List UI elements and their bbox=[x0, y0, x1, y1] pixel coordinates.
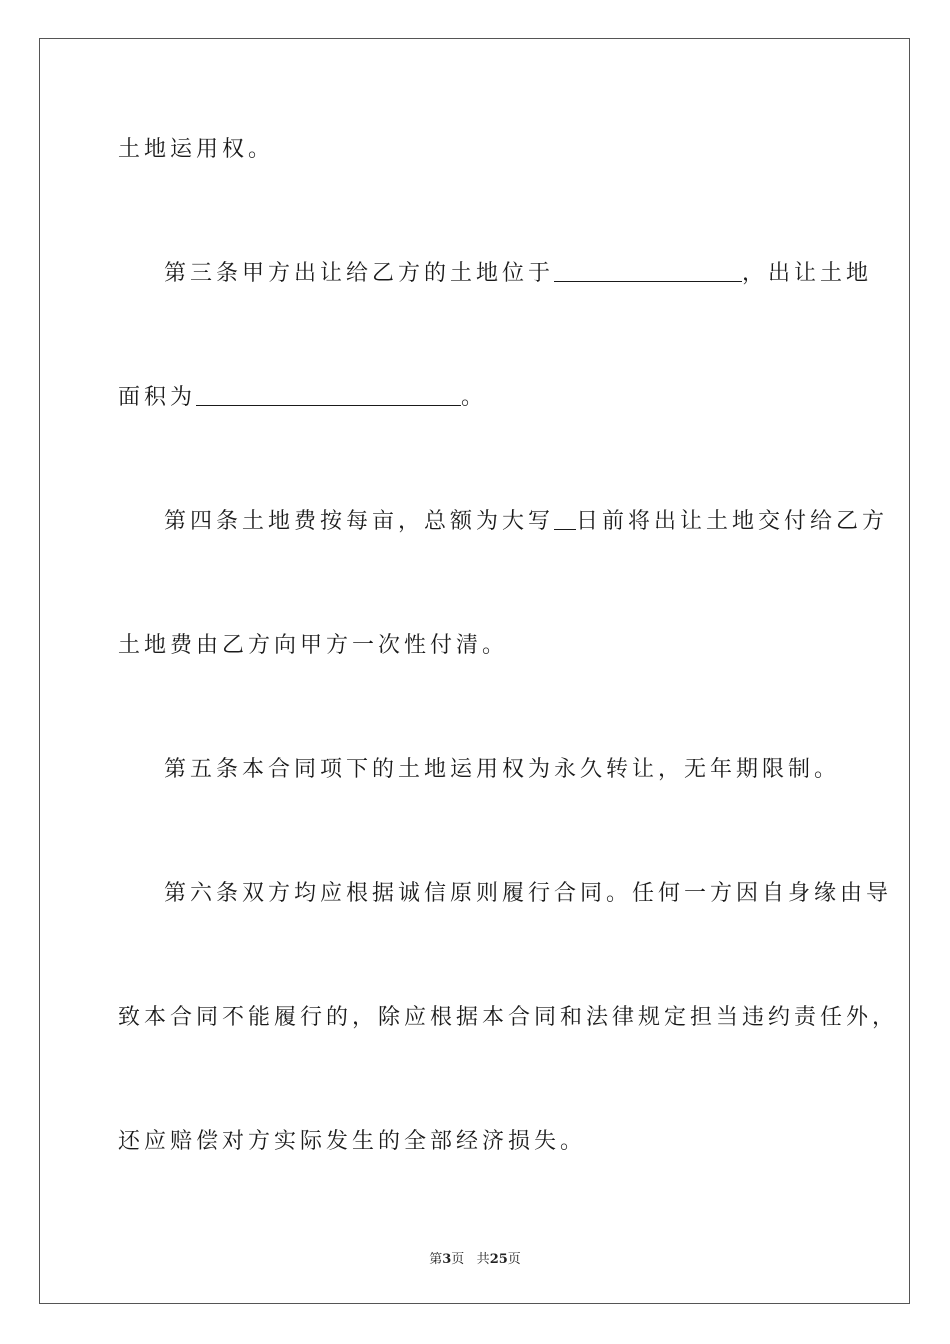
text-span: 日前将出让土地交付给乙方 bbox=[576, 509, 889, 534]
page-label-suffix: 页 bbox=[451, 1252, 465, 1267]
text-span: 第六条双方均应根据诚信原则履行合同。任何一方因自身缘由导 bbox=[164, 881, 893, 906]
text-line bbox=[118, 135, 838, 165]
total-pages: 25 bbox=[489, 1252, 508, 1267]
page-frame bbox=[39, 38, 910, 1304]
text-span: ，出让土地 bbox=[742, 261, 873, 286]
text-span: 。 bbox=[461, 385, 488, 410]
total-label-prefix: 共 bbox=[476, 1252, 490, 1267]
page-footer bbox=[0, 1248, 950, 1267]
text-span: 面积为 bbox=[118, 385, 197, 410]
text-line bbox=[118, 631, 838, 661]
text-span: 第三条甲方出让给乙方的土地位于 bbox=[164, 261, 555, 286]
fill-in-blank bbox=[554, 507, 576, 530]
text-span: 还应赔偿对方实际发生的全部经济损失。 bbox=[118, 1129, 587, 1154]
article-4-line bbox=[164, 507, 889, 537]
fill-in-blank bbox=[196, 383, 461, 406]
article-6-line bbox=[164, 879, 893, 909]
article-5-line bbox=[164, 755, 884, 785]
fill-in-blank bbox=[554, 259, 742, 282]
page-label-prefix: 第 bbox=[429, 1252, 443, 1267]
article-3-line bbox=[164, 259, 884, 289]
page-number: 3 bbox=[442, 1252, 452, 1267]
text-line bbox=[118, 1003, 899, 1033]
text-span: 致本合同不能履行的，除应根据本合同和法律规定担当违约责任外， bbox=[118, 1005, 899, 1030]
text-span: 第四条土地费按每亩，总额为大写 bbox=[164, 509, 555, 534]
text-span: 土地费由乙方向甲方一次性付清。 bbox=[118, 633, 509, 658]
text-line bbox=[118, 1127, 838, 1157]
text-line bbox=[118, 383, 838, 413]
text-span: 土地运用权。 bbox=[118, 137, 275, 162]
text-span: 第五条本合同项下的土地运用权为永久转让，无年期限制。 bbox=[164, 757, 841, 782]
total-label-suffix: 页 bbox=[507, 1252, 521, 1267]
